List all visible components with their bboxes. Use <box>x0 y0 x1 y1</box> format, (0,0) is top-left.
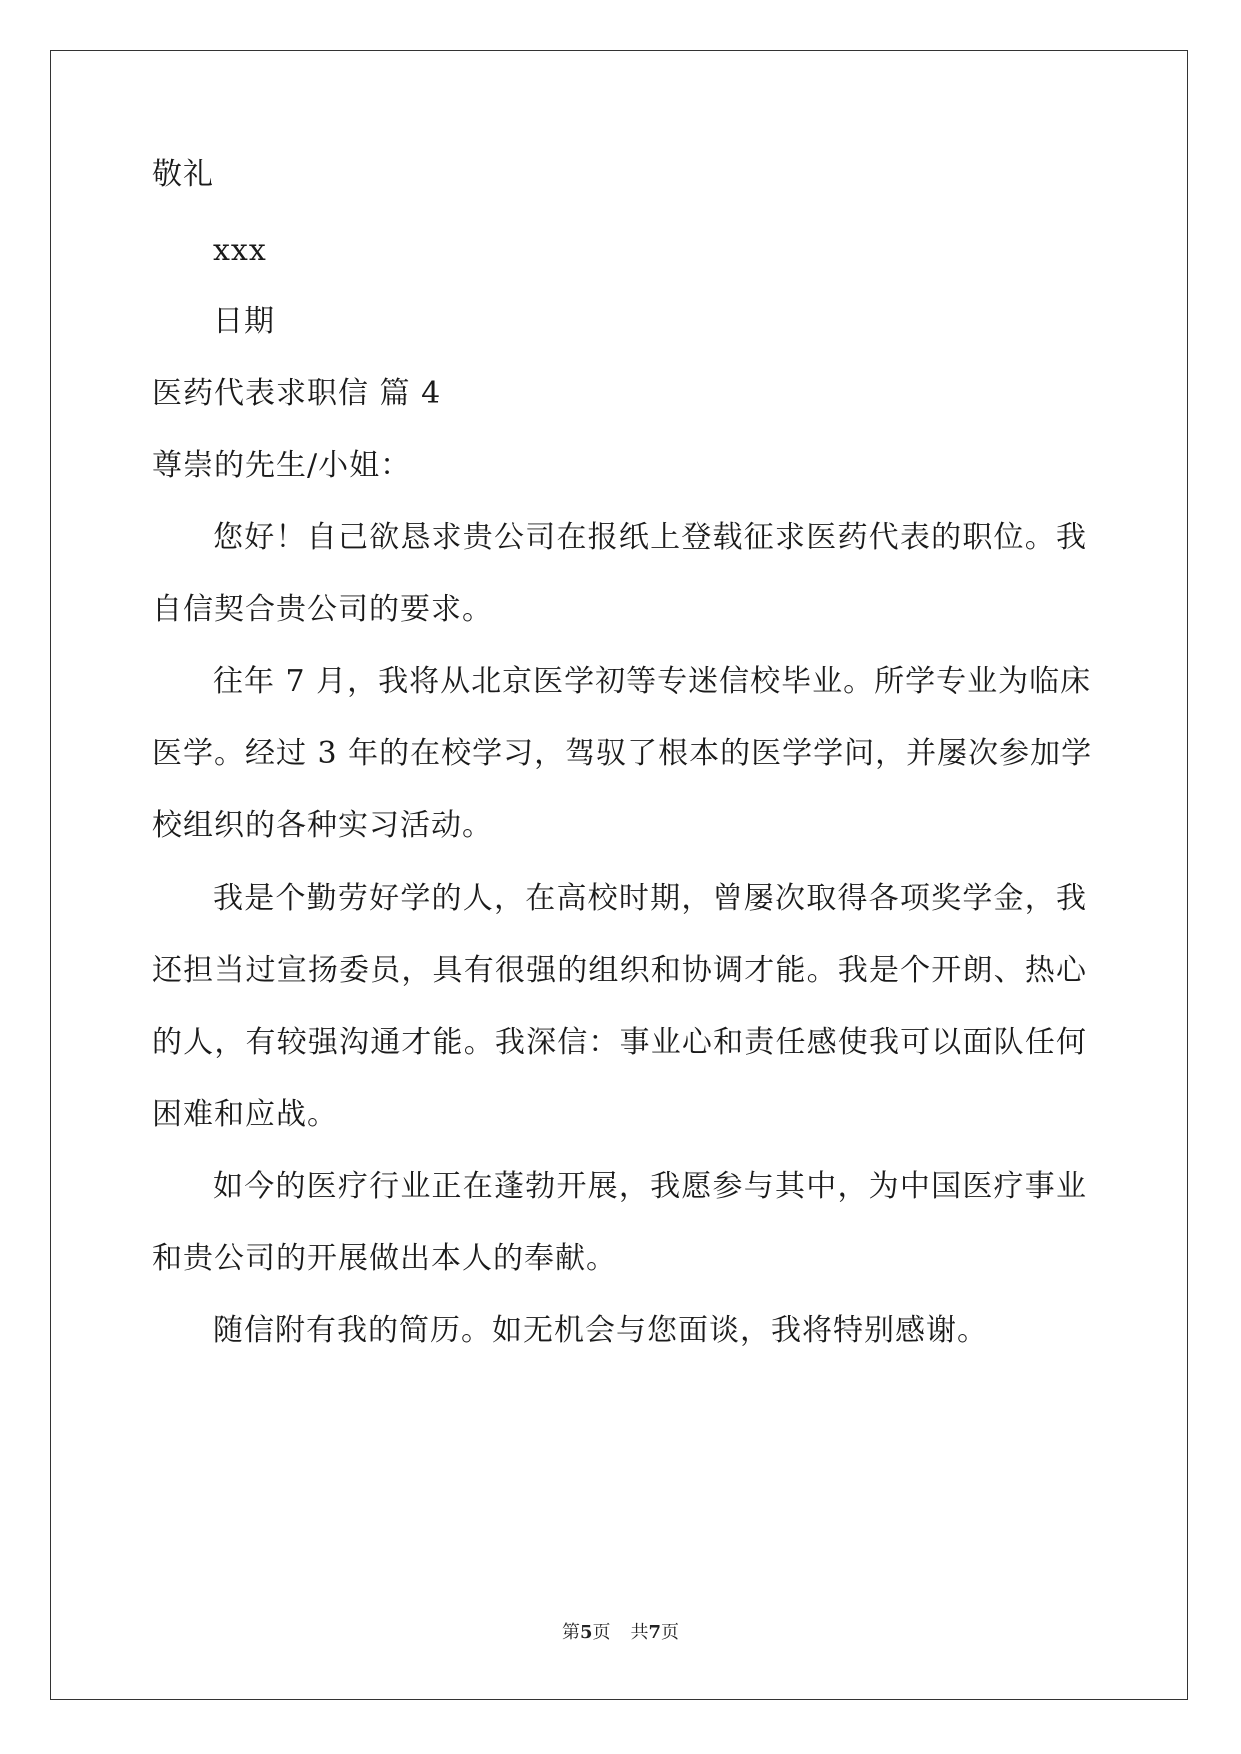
body-line: 困难和应战。 <box>152 1097 338 1132</box>
body-line: 的人，有较强沟通才能。我深信：事业心和责任感使我可以面队任何 <box>152 1025 1087 1060</box>
body-line: 校组织的各种实习活动。 <box>152 808 493 843</box>
footer-suffix-current: 页 <box>592 1622 611 1643</box>
footer-prefix-current: 第 <box>561 1622 580 1643</box>
body-line: 往年 7 月，我将从北京医学初等专迷信校毕业。所学专业为临床 <box>213 664 1092 699</box>
signature-date: 日期 <box>213 304 275 339</box>
body-line: 自信契合贵公司的要求。 <box>152 592 493 627</box>
body-line: 随信附有我的简历。如无机会与您面谈，我将特别感谢。 <box>213 1313 988 1348</box>
page-footer <box>0 1621 1241 1645</box>
total-page-count: 7 <box>648 1622 662 1643</box>
body-line: 和贵公司的开展做出本人的奉献。 <box>152 1241 617 1276</box>
greeting: 尊崇的先生/小姐： <box>152 448 412 483</box>
footer-suffix-total: 页 <box>661 1622 680 1643</box>
page-border <box>50 50 1188 1700</box>
signature-name: xxx <box>213 233 267 268</box>
body-line: 我是个勤劳好学的人，在高校时期，曾屡次取得各项奖学金，我 <box>213 881 1087 916</box>
section-title: 医药代表求职信 篇 4 <box>152 376 442 411</box>
body-line: 如今的医疗行业正在蓬勃开展，我愿参与其中，为中国医疗事业 <box>213 1169 1087 1204</box>
current-page-number: 5 <box>579 1622 593 1643</box>
body-line: 医学。经过 3 年的在校学习，驾驭了根本的医学学问，并屡次参加学 <box>152 736 1093 771</box>
footer-prefix-total: 共 <box>630 1622 649 1643</box>
body-line: 您好！自己欲恳求贵公司在报纸上登载征求医药代表的职位。我 <box>213 520 1087 555</box>
closing-salutation: 敬礼 <box>152 157 214 192</box>
body-line: 还担当过宣扬委员，具有很强的组织和协调才能。我是个开朗、热心 <box>152 953 1087 988</box>
